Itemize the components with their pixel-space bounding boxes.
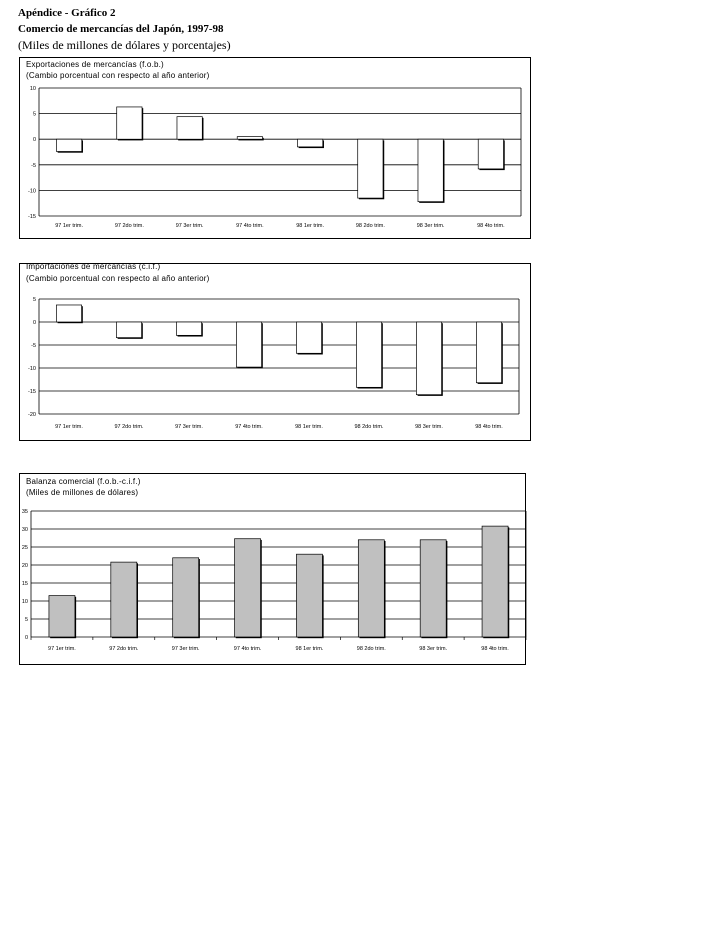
- trade-balance-x-tick-label: 98 3er trim.: [419, 646, 448, 652]
- trade-balance-chart-title: Balanza comercial (f.o.b.-c.i.f.): [26, 477, 141, 486]
- exports-y-tick-label: 10: [29, 86, 36, 92]
- exports-chart-subtitle: (Cambio porcentual con respecto al año anterior): [26, 71, 210, 80]
- trade-balance-y-tick-label: 30: [21, 527, 28, 533]
- trade-balance-bar: [358, 540, 384, 637]
- exports-x-tick-label: 98 2do trim.: [355, 223, 385, 229]
- exports-y-tick-label: 0: [32, 137, 36, 144]
- imports-y-tick-label: -15: [28, 389, 36, 395]
- exports-x-tick-label: 98 1er trim.: [296, 223, 325, 229]
- trade-balance-x-tick-label: 97 1er trim.: [48, 646, 76, 652]
- exports-bar: [117, 107, 142, 139]
- trade-balance-chart-plot: [20, 474, 527, 666]
- exports-bar: [297, 139, 322, 147]
- exports-y-tick-label: -5: [31, 162, 36, 169]
- exports-y-tick-label: -15: [28, 214, 36, 220]
- exports-bar: [418, 139, 443, 201]
- trade-balance-y-tick-label: 10: [21, 599, 28, 605]
- imports-y-tick-label: 0: [32, 320, 36, 326]
- exports-y-tick-label: -10: [28, 188, 36, 195]
- imports-bar: [56, 305, 81, 322]
- trade-balance-x-tick-label: 98 4to trim.: [481, 646, 509, 652]
- trade-balance-x-tick-label: 98 2do trim.: [356, 646, 386, 652]
- imports-x-tick-label: 98 1er trim.: [295, 424, 323, 430]
- trade-balance-y-tick-label: 5: [24, 617, 28, 623]
- exports-bar: [478, 139, 503, 169]
- imports-bar: [296, 322, 321, 353]
- imports-y-tick-label: -5: [31, 343, 36, 349]
- trade-balance-bar: [111, 562, 137, 637]
- imports-y-tick-label: -20: [28, 412, 36, 418]
- trade-balance-y-tick-label: 15: [21, 581, 28, 587]
- figure-title: Comercio de mercancías del Japón, 1997-98: [18, 23, 224, 35]
- trade-balance-y-tick-label: 20: [21, 563, 28, 569]
- imports-chart-plot: [20, 264, 532, 442]
- exports-chart-panel: [19, 57, 531, 239]
- imports-y-tick-label: 5: [32, 297, 36, 303]
- exports-x-tick-label: 97 4to trim.: [236, 223, 264, 229]
- exports-chart-plot: [20, 58, 532, 240]
- exports-chart-title: Exportaciones de mercancías (f.o.b.): [26, 60, 164, 69]
- trade-balance-y-tick-label: 0: [24, 635, 28, 641]
- exports-x-tick-label: 98 3er trim.: [416, 223, 445, 229]
- trade-balance-y-tick-label: 35: [21, 509, 28, 515]
- trade-balance-bar: [235, 539, 261, 637]
- imports-x-tick-label: 97 4to trim.: [235, 424, 263, 430]
- exports-bar: [237, 137, 262, 140]
- trade-balance-bar: [420, 540, 446, 637]
- imports-chart-title: Importaciones de mercancías (c.i.f.): [26, 262, 161, 271]
- imports-x-tick-label: 98 3er trim.: [415, 424, 443, 430]
- exports-x-tick-label: 97 2do trim.: [114, 223, 144, 229]
- imports-x-tick-label: 97 3er trim.: [175, 424, 203, 430]
- imports-x-tick-label: 97 1er trim.: [55, 424, 83, 430]
- exports-y-tick-label: 5: [32, 111, 36, 118]
- imports-bar: [416, 322, 441, 395]
- imports-bar: [176, 322, 201, 335]
- trade-balance-x-tick-label: 97 2do trim.: [109, 646, 139, 652]
- trade-balance-x-tick-label: 97 4to trim.: [233, 646, 262, 652]
- trade-balance-chart-subtitle: (Miles de millones de dólares): [26, 488, 139, 497]
- imports-chart-subtitle: (Cambio porcentual con respecto al año anterior): [26, 274, 210, 283]
- exports-x-tick-label: 97 3er trim.: [175, 223, 204, 229]
- imports-bar: [236, 322, 261, 367]
- imports-y-tick-label: -10: [28, 366, 36, 372]
- exports-x-tick-label: 98 4to trim.: [477, 223, 505, 229]
- imports-bar: [356, 322, 381, 387]
- imports-bar: [116, 322, 141, 338]
- imports-bar: [476, 322, 501, 383]
- exports-bar: [56, 139, 81, 151]
- exports-bar: [358, 139, 383, 198]
- appendix-title: Apéndice - Gráfico 2: [18, 7, 116, 19]
- trade-balance-bar: [482, 526, 508, 637]
- trade-balance-bar: [296, 554, 322, 637]
- imports-x-tick-label: 97 2do trim.: [114, 424, 144, 430]
- exports-bar: [177, 117, 202, 140]
- imports-x-tick-label: 98 4to trim.: [475, 424, 503, 430]
- trade-balance-x-tick-label: 98 1er trim.: [295, 646, 324, 652]
- trade-balance-chart-panel: [19, 473, 526, 665]
- imports-x-tick-label: 98 2do trim.: [354, 424, 384, 430]
- trade-balance-y-tick-label: 25: [21, 545, 28, 551]
- trade-balance-bar: [173, 558, 199, 637]
- trade-balance-x-tick-label: 97 3er trim.: [171, 646, 200, 652]
- figure-units: (Miles de millones de dólares y porcentajes): [18, 38, 231, 52]
- trade-balance-bar: [49, 596, 75, 637]
- exports-x-tick-label: 97 1er trim.: [55, 223, 84, 229]
- imports-chart-panel: [19, 263, 531, 441]
